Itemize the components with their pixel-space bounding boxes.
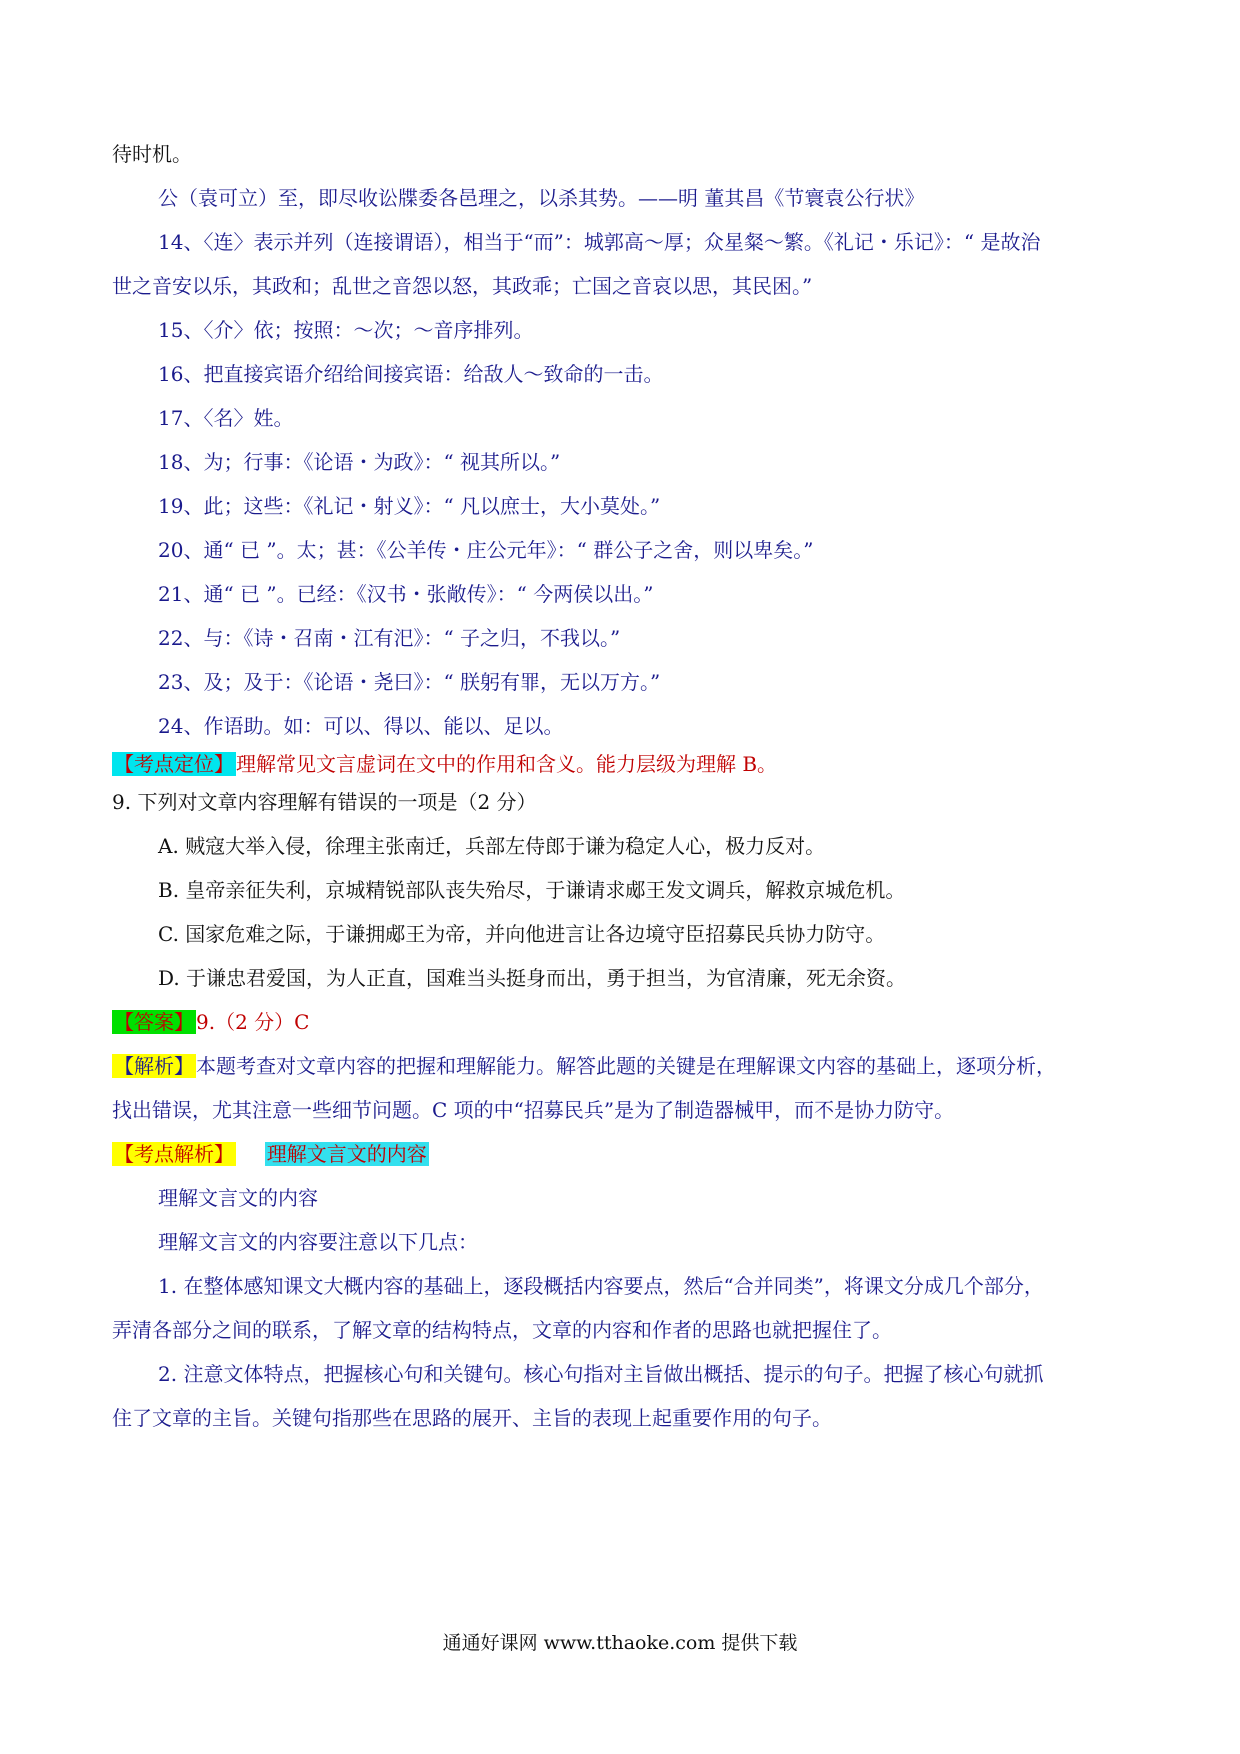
option-b: B. 皇帝亲征失利，京城精锐部队丧失殆尽，于谦请求郕王发文调兵，解救京城危机。	[158, 878, 906, 902]
text-line: 住了文章的主旨。关键句指那些在思路的展开、主旨的表现上起重要作用的句子。	[112, 1406, 832, 1430]
text-line: 理解文言文的内容	[158, 1186, 318, 1210]
text-line: 17、〈名〉姓。	[158, 406, 294, 430]
text-line: 2. 注意文体特点，把握核心句和关键句。核心句指对主旨做出概括、提示的句子。把握了核心句就抓	[158, 1362, 1044, 1386]
text-line: 理解文言文的内容要注意以下几点：	[158, 1230, 478, 1254]
text-line: 14、〈连〉表示并列（连接谓语），相当于“而”：城郭高～厚；众星粲～繁。《礼记・乐记》：“ 是故治	[158, 230, 1041, 254]
text-line: 20、通“ 已 ”。太；甚：《公羊传・庄公元年》：“ 群公子之舍，则以卑矣。”	[158, 538, 814, 562]
text-line: 22、与：《诗・召南・江有汜》：“ 子之归，不我以。”	[158, 626, 621, 650]
kaodian-text: 理解常见文言虚词在文中的作用和含义。能力层级为理解 B。	[236, 752, 778, 776]
option-c: C. 国家危难之际，于谦拥郕王为帝，并向他进言让各边境守臣招募民兵协力防守。	[158, 922, 886, 946]
text-line: 23、及；及于：《论语・尧曰》：“ 朕躬有罪，无以万方。”	[158, 670, 661, 694]
text-line: 世之音安以乐，其政和；乱世之音怨以怒，其政乖；亡国之音哀以思，其民困。”	[112, 274, 813, 298]
text-line: 16、把直接宾语介绍给间接宾语：给敌人～致命的一击。	[158, 362, 664, 386]
kaodian-tag: 【考点定位】	[114, 752, 234, 776]
text-line: 15、〈介〉依；按照：～次；～音序排列。	[158, 318, 534, 342]
answer-line	[112, 1008, 309, 1036]
text-line: 找出错误，尤其注意一些细节问题。C 项的中“招募民兵”是为了制造器械甲，而不是协力防守。	[112, 1098, 955, 1122]
page-footer: 通通好课网 www.tthaoke.com 提供下载	[442, 1632, 798, 1654]
text-line: 公（袁可立）至，即尽收讼牒委各邑理之，以杀其势。——明 董其昌《节寰袁公行状》	[158, 186, 925, 210]
kaodian-line	[112, 750, 777, 778]
answer-tag: 【答案】	[114, 1010, 194, 1034]
kdjx-title: 理解文言文的内容	[266, 1142, 427, 1166]
text-line: 24、作语助。如：可以、得以、能以、足以。	[158, 714, 564, 738]
text-line: 21、通“ 已 ”。已经：《汉书・张敞传》：“ 今两侯以出。”	[158, 582, 654, 606]
question-9: 9. 下列对文章内容理解有错误的一项是（2 分）	[112, 790, 537, 814]
text-line: 19、此；这些：《礼记・射义》：“ 凡以庶士，大小莫处。”	[158, 494, 661, 518]
jiexi-line	[112, 1052, 1056, 1080]
kdjx-line	[112, 1140, 429, 1168]
jiexi-tag: 【解析】	[114, 1054, 194, 1078]
text-line: 18、为；行事：《论语・为政》：“ 视其所以。”	[158, 450, 561, 474]
text-line: 1. 在整体感知课文大概内容的基础上，逐段概括内容要点，然后“合并同类”，将课文分成几个部分，	[158, 1274, 1044, 1298]
text-line: 弄清各部分之间的联系，了解文章的结构特点，文章的内容和作者的思路也就把握住了。	[112, 1318, 892, 1342]
option-d: D. 于谦忠君爱国，为人正直，国难当头挺身而出，勇于担当，为官清廉，死无余资。	[158, 966, 907, 990]
option-a: A. 贼寇大举入侵，徐理主张南迁，兵部左侍郎于谦为稳定人心，极力反对。	[158, 834, 826, 858]
text-line: 待时机。	[112, 142, 192, 166]
answer-text: 9.（2 分）C	[196, 1010, 310, 1034]
jiexi-text: 本题考查对文章内容的把握和理解能力。解答此题的关键是在理解课文内容的基础上，逐项分析，	[196, 1054, 1056, 1078]
kdjx-tag: 【考点解析】	[114, 1142, 234, 1166]
